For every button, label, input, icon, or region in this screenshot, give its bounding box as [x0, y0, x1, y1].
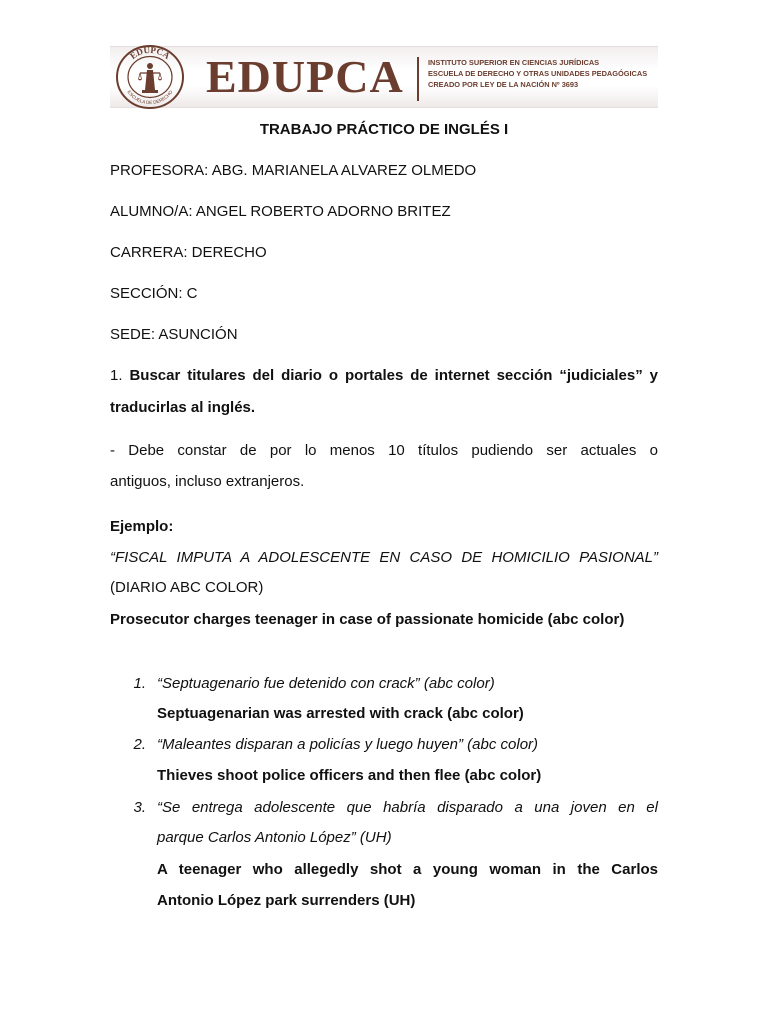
institution-line: CREADO POR LEY DE LA NACIÓN Nº 3693 [428, 80, 579, 89]
list-item-translation-line2: Antonio López park surrenders (UH) [157, 892, 416, 909]
field-campus: SEDE: ASUNCIÓN [110, 326, 238, 343]
list-item-translation: Septuagenarian was arrested with crack (abc color) [157, 705, 524, 722]
example-headline: “FISCAL IMPUTA A ADOLESCENTE EN CASO DE HOMICILIO PASIONAL” [110, 549, 658, 566]
brand-divider [417, 57, 419, 101]
list-item-translation-line1: A teenager who allegedly shot a young woman in the Carlos [157, 861, 658, 878]
list-item-original-line2: parque Carlos Antonio López” (UH) [157, 829, 392, 846]
list-item-original: “Maleantes disparan a policías y luego huyen” (abc color) [157, 736, 539, 753]
svg-text:EDUPCA: EDUPCA [128, 44, 172, 62]
list-number: 3. [133, 799, 146, 816]
brand-name: EDUPCA [206, 51, 404, 102]
institution-line: ESCUELA DE DERECHO Y OTRAS UNIDADES PEDAGÓGICAS [428, 69, 648, 78]
task-instruction [110, 366, 658, 386]
field-student: ALUMNO/A: ANGEL ROBERTO ADORNO BRITEZ [110, 203, 451, 220]
list-item-original-line1: “Se entrega adolescente que habría disparado a una joven en el [157, 799, 658, 816]
header-banner [110, 46, 658, 108]
task-text-line2: traducirlas al inglés. [110, 399, 256, 416]
note-line2: antiguos, incluso extranjeros. [110, 473, 305, 490]
edupca-seal-logo [114, 44, 186, 110]
list-item-translation: Thieves shoot police officers and then flee (abc color) [157, 767, 542, 784]
list-item-original: “Septuagenario fue detenido con crack” (abc color) [157, 675, 495, 692]
institution-info [428, 57, 647, 90]
example-label: Ejemplo: [110, 518, 174, 535]
list-number: 2. [133, 736, 146, 753]
example-source: (DIARIO ABC COLOR) [110, 579, 264, 596]
svg-text:ESCUELA DE DERECHO: ESCUELA DE DERECHO [126, 89, 174, 106]
task-text-line1: Buscar titulares del diario o portales de internet sección “judiciales” y [129, 367, 659, 384]
field-section: SECCIÓN: C [110, 285, 198, 302]
list-number: 1. [133, 675, 146, 692]
example-translation: Prosecutor charges teenager in case of passionate homicide (abc color) [110, 611, 625, 628]
field-career: CARRERA: DERECHO [110, 244, 267, 261]
document-title: TRABAJO PRÁCTICO DE INGLÉS I [259, 121, 509, 138]
field-professor: PROFESORA: ABG. MARIANELA ALVAREZ OLMEDO [110, 162, 477, 179]
note-line1: - Debe constar de por lo menos 10 títulos pudiendo ser actuales o [110, 442, 658, 459]
task-number: 1. [110, 367, 123, 384]
institution-line: INSTITUTO SUPERIOR EN CIENCIAS JURÍDICAS [428, 58, 600, 67]
